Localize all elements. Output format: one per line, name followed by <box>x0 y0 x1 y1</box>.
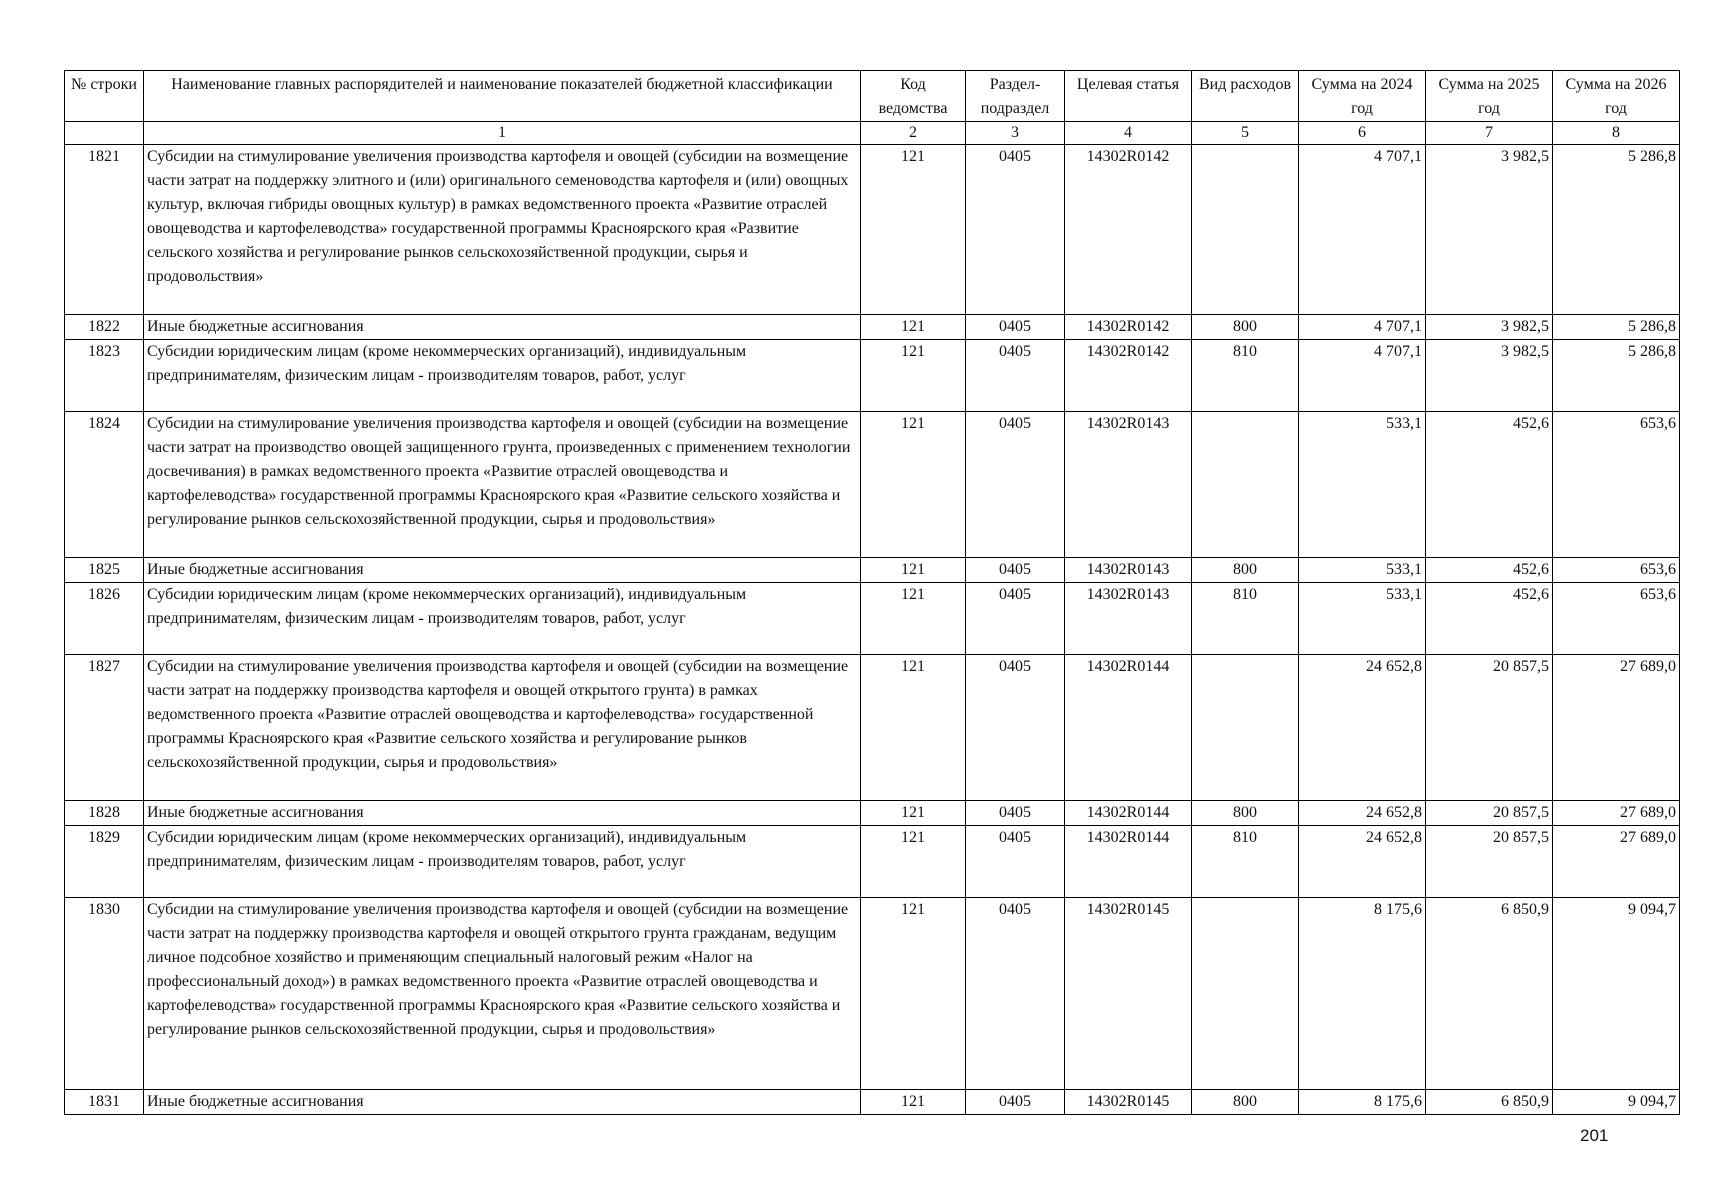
table-row <box>65 145 1680 315</box>
row-target-article: 14302R0142 <box>1065 145 1192 315</box>
row-sum-2026: 9 094,7 <box>1553 898 1680 1090</box>
row-expense-type <box>1192 145 1299 315</box>
table-row <box>65 412 1680 558</box>
row-expense-type: 810 <box>1192 583 1299 655</box>
row-sum-2024: 24 652,8 <box>1299 801 1426 826</box>
row-name: Субсидии на стимулирование увеличения производства картофеля и овощей (субсидии на возмещение части затрат на поддержку элитного и (или) оригинального семеноводства картофеля и (или) овощных культур, включая гибриды овощных культур) в рамках ведомственного проекта «Развитие отраслей овощеводства и картофелеводства» государственной программы Красноярского края «Развитие сельского хозяйства и регулирование рынков сельскохозяйственной продукции, сырья и продовольствия» <box>144 145 861 315</box>
row-name: Иные бюджетные ассигнования <box>144 801 861 826</box>
row-name: Субсидии юридическим лицам (кроме некоммерческих организаций), индивидуальным предпринимателям, физическим лицам - производителям товаров, работ, услуг <box>144 826 861 898</box>
row-name: Иные бюджетные ассигнования <box>144 558 861 583</box>
table-row <box>65 655 1680 801</box>
row-dept-code: 121 <box>861 315 966 340</box>
row-target-article: 14302R0144 <box>1065 801 1192 826</box>
row-section: 0405 <box>966 826 1065 898</box>
row-name: Субсидии на стимулирование увеличения производства картофеля и овощей (субсидии на возмещение части затрат на производство овощей защищенного грунта, произведенных с применением технологии досвечивания) в рамках ведомственного проекта «Развитие отраслей овощеводства и картофелеводства» государственной программы Красноярского края «Развитие сельского хозяйства и регулирование рынков сельскохозяйственной продукции, сырья и продовольствия» <box>144 412 861 558</box>
row-sum-2025: 3 982,5 <box>1426 145 1553 315</box>
row-name: Иные бюджетные ассигнования <box>144 1090 861 1115</box>
row-sum-2026: 653,6 <box>1553 583 1680 655</box>
row-sum-2024: 533,1 <box>1299 412 1426 558</box>
row-sum-2026: 5 286,8 <box>1553 315 1680 340</box>
row-sum-2026: 27 689,0 <box>1553 655 1680 801</box>
header-row-number: № строки <box>65 71 144 122</box>
row-number: 1822 <box>65 315 144 340</box>
column-index: 3 <box>966 122 1065 145</box>
row-sum-2024: 24 652,8 <box>1299 655 1426 801</box>
row-dept-code: 121 <box>861 801 966 826</box>
column-index: 6 <box>1299 122 1426 145</box>
row-target-article: 14302R0143 <box>1065 583 1192 655</box>
column-index: 5 <box>1192 122 1299 145</box>
row-name: Субсидии юридическим лицам (кроме некоммерческих организаций), индивидуальным предпринимателям, физическим лицам - производителям товаров, работ, услуг <box>144 583 861 655</box>
page-number: 201 <box>1580 1126 1609 1145</box>
row-number: 1826 <box>65 583 144 655</box>
column-index: 4 <box>1065 122 1192 145</box>
row-section: 0405 <box>966 655 1065 801</box>
row-dept-code: 121 <box>861 145 966 315</box>
header-target-article: Целевая статья <box>1065 71 1192 122</box>
row-number: 1828 <box>65 801 144 826</box>
row-dept-code: 121 <box>861 340 966 412</box>
row-sum-2024: 4 707,1 <box>1299 315 1426 340</box>
row-section: 0405 <box>966 898 1065 1090</box>
row-number: 1831 <box>65 1090 144 1115</box>
table-row <box>65 801 1680 826</box>
header-expense-type: Вид расходов <box>1192 71 1299 122</box>
header-sum-2026: Сумма на 2026 год <box>1553 71 1680 122</box>
column-index: 2 <box>861 122 966 145</box>
table-row <box>65 558 1680 583</box>
row-section: 0405 <box>966 583 1065 655</box>
row-sum-2026: 9 094,7 <box>1553 1090 1680 1115</box>
row-dept-code: 121 <box>861 898 966 1090</box>
row-dept-code: 121 <box>861 583 966 655</box>
row-section: 0405 <box>966 558 1065 583</box>
column-index-row <box>65 122 1680 145</box>
row-expense-type: 810 <box>1192 826 1299 898</box>
row-section: 0405 <box>966 412 1065 558</box>
row-name: Субсидии на стимулирование увеличения производства картофеля и овощей (субсидии на возмещение части затрат на поддержку производства картофеля и овощей открытого грунта) в рамках ведомственного проекта «Развитие отраслей овощеводства и картофелеводства» государственной программы Красноярского края «Развитие сельского хозяйства и регулирование рынков сельскохозяйственной продукции, сырья и продовольствия» <box>144 655 861 801</box>
row-sum-2026: 5 286,8 <box>1553 145 1680 315</box>
row-dept-code: 121 <box>861 1090 966 1115</box>
row-sum-2026: 653,6 <box>1553 412 1680 558</box>
row-expense-type: 800 <box>1192 315 1299 340</box>
row-sum-2024: 533,1 <box>1299 558 1426 583</box>
row-target-article: 14302R0144 <box>1065 655 1192 801</box>
row-name: Субсидии юридическим лицам (кроме некоммерческих организаций), индивидуальным предпринимателям, физическим лицам - производителям товаров, работ, услуг <box>144 340 861 412</box>
row-expense-type <box>1192 412 1299 558</box>
row-number: 1821 <box>65 145 144 315</box>
header-row <box>65 71 1680 122</box>
row-sum-2025: 6 850,9 <box>1426 898 1553 1090</box>
row-sum-2024: 24 652,8 <box>1299 826 1426 898</box>
row-sum-2025: 20 857,5 <box>1426 655 1553 801</box>
row-sum-2025: 20 857,5 <box>1426 826 1553 898</box>
row-sum-2026: 27 689,0 <box>1553 826 1680 898</box>
table-row <box>65 315 1680 340</box>
column-index: 1 <box>144 122 861 145</box>
row-target-article: 14302R0142 <box>1065 315 1192 340</box>
row-sum-2025: 3 982,5 <box>1426 315 1553 340</box>
row-target-article: 14302R0143 <box>1065 412 1192 558</box>
row-sum-2024: 4 707,1 <box>1299 145 1426 315</box>
row-expense-type <box>1192 898 1299 1090</box>
row-sum-2026: 653,6 <box>1553 558 1680 583</box>
header-section: Раздел-подраздел <box>966 71 1065 122</box>
row-target-article: 14302R0144 <box>1065 826 1192 898</box>
header-sum-2025: Сумма на 2025 год <box>1426 71 1553 122</box>
column-index: 8 <box>1553 122 1680 145</box>
column-index: 7 <box>1426 122 1553 145</box>
row-dept-code: 121 <box>861 412 966 558</box>
row-sum-2025: 452,6 <box>1426 558 1553 583</box>
row-target-article: 14302R0145 <box>1065 1090 1192 1115</box>
row-expense-type: 800 <box>1192 801 1299 826</box>
row-sum-2025: 452,6 <box>1426 583 1553 655</box>
header-sum-2024: Сумма на 2024 год <box>1299 71 1426 122</box>
row-expense-type: 800 <box>1192 1090 1299 1115</box>
table-row <box>65 340 1680 412</box>
column-index <box>65 122 144 145</box>
row-dept-code: 121 <box>861 655 966 801</box>
budget-table <box>64 70 1680 1115</box>
row-number: 1823 <box>65 340 144 412</box>
row-sum-2025: 3 982,5 <box>1426 340 1553 412</box>
row-sum-2024: 8 175,6 <box>1299 1090 1426 1115</box>
row-number: 1829 <box>65 826 144 898</box>
table-row <box>65 1090 1680 1115</box>
row-expense-type <box>1192 655 1299 801</box>
row-name: Субсидии на стимулирование увеличения производства картофеля и овощей (субсидии на возмещение части затрат на поддержку производства картофеля и овощей открытого грунта гражданам, ведущим личное подсобное хозяйство и применяющим специальный налоговый режим «Налог на профессиональный доход») в рамках ведомственного проекта «Развитие отраслей овощеводства и картофелеводства» государственной программы Красноярского края «Развитие сельского хозяйства и регулирование рынков сельскохозяйственной продукции, сырья и продовольствия» <box>144 898 861 1090</box>
row-sum-2024: 4 707,1 <box>1299 340 1426 412</box>
row-number: 1824 <box>65 412 144 558</box>
row-number: 1825 <box>65 558 144 583</box>
table-row <box>65 898 1680 1090</box>
row-sum-2025: 452,6 <box>1426 412 1553 558</box>
row-dept-code: 121 <box>861 826 966 898</box>
row-name: Иные бюджетные ассигнования <box>144 315 861 340</box>
row-sum-2025: 6 850,9 <box>1426 1090 1553 1115</box>
row-target-article: 14302R0145 <box>1065 898 1192 1090</box>
row-dept-code: 121 <box>861 558 966 583</box>
row-sum-2024: 8 175,6 <box>1299 898 1426 1090</box>
row-number: 1827 <box>65 655 144 801</box>
row-section: 0405 <box>966 1090 1065 1115</box>
row-sum-2025: 20 857,5 <box>1426 801 1553 826</box>
row-expense-type: 800 <box>1192 558 1299 583</box>
row-sum-2024: 533,1 <box>1299 583 1426 655</box>
header-name: Наименование главных распорядителей и наименование показателей бюджетной классификации <box>144 71 861 122</box>
row-sum-2026: 5 286,8 <box>1553 340 1680 412</box>
row-target-article: 14302R0142 <box>1065 340 1192 412</box>
row-section: 0405 <box>966 315 1065 340</box>
row-section: 0405 <box>966 801 1065 826</box>
header-dept-code: Код ведомства <box>861 71 966 122</box>
table-row <box>65 826 1680 898</box>
row-number: 1830 <box>65 898 144 1090</box>
row-sum-2026: 27 689,0 <box>1553 801 1680 826</box>
row-section: 0405 <box>966 145 1065 315</box>
row-section: 0405 <box>966 340 1065 412</box>
row-target-article: 14302R0143 <box>1065 558 1192 583</box>
table-row <box>65 583 1680 655</box>
row-expense-type: 810 <box>1192 340 1299 412</box>
